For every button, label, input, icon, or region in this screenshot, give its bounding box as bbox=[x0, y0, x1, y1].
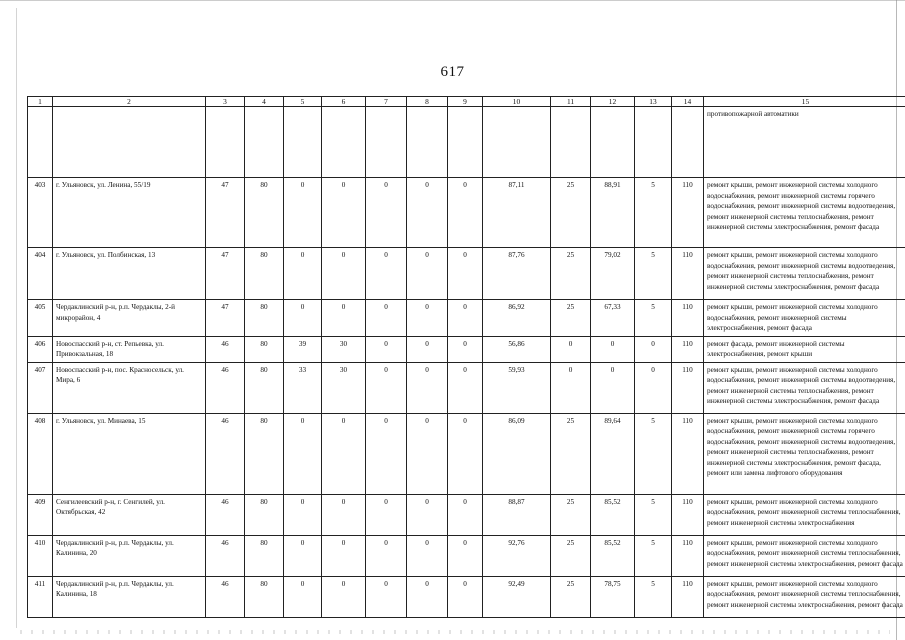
value-cell: 0 bbox=[366, 178, 407, 248]
value-cell: 46 bbox=[206, 336, 245, 362]
value-cell: 0 bbox=[448, 576, 483, 617]
header-cell: 12 bbox=[591, 97, 635, 107]
row-number-cell: 409 bbox=[28, 494, 53, 535]
value-cell: 0 bbox=[448, 248, 483, 300]
value-cell: 0 bbox=[284, 248, 322, 300]
value-cell: 0 bbox=[322, 413, 366, 494]
value-cell: 56,86 bbox=[483, 336, 551, 362]
value-cell: 0 bbox=[284, 494, 322, 535]
value-cell: 86,09 bbox=[483, 413, 551, 494]
value-cell: 87,76 bbox=[483, 248, 551, 300]
value-cell: 0 bbox=[407, 178, 448, 248]
value-cell: 46 bbox=[206, 413, 245, 494]
address-cell: Чердаклинский р-н, р.п. Чердаклы, ул. Калинина, 18 bbox=[53, 576, 206, 617]
header-cell: 8 bbox=[407, 97, 448, 107]
value-cell: 25 bbox=[551, 413, 591, 494]
header-cell: 13 bbox=[635, 97, 672, 107]
value-cell: 80 bbox=[245, 362, 284, 413]
value-cell: 110 bbox=[672, 178, 704, 248]
value-cell: 0 bbox=[284, 535, 322, 576]
value-cell: 0 bbox=[551, 362, 591, 413]
row-number-cell: 408 bbox=[28, 413, 53, 494]
value-cell: 0 bbox=[322, 178, 366, 248]
value-cell: 88,87 bbox=[483, 494, 551, 535]
row-number-cell: 411 bbox=[28, 576, 53, 617]
address-cell: Сенгилеевский р-н, г. Сенгилей, ул. Октябрьская, 42 bbox=[53, 494, 206, 535]
table-row bbox=[28, 336, 905, 362]
value-cell: 87,11 bbox=[483, 178, 551, 248]
value-cell: 80 bbox=[245, 336, 284, 362]
value-cell: 25 bbox=[551, 178, 591, 248]
value-cell: 0 bbox=[407, 362, 448, 413]
value-cell: 5 bbox=[635, 535, 672, 576]
work-description-cell: ремонт крыши, ремонт инженерной системы холодного водоснабжения, ремонт инженерной системы теплоснабжения, ремонт инженерной системы электроснабжения bbox=[704, 494, 905, 535]
page-number: 617 bbox=[440, 64, 465, 80]
value-cell: 80 bbox=[245, 413, 284, 494]
row-number-cell: 406 bbox=[28, 336, 53, 362]
value-cell: 0 bbox=[407, 248, 448, 300]
table-cell bbox=[672, 107, 704, 178]
value-cell: 0 bbox=[284, 413, 322, 494]
value-cell: 46 bbox=[206, 362, 245, 413]
header-cell: 9 bbox=[448, 97, 483, 107]
header-cell: 6 bbox=[322, 97, 366, 107]
value-cell: 85,52 bbox=[591, 494, 635, 535]
value-cell: 0 bbox=[448, 494, 483, 535]
table-row bbox=[28, 494, 905, 535]
address-cell: г. Ульяновск, ул. Полбинская, 13 bbox=[53, 248, 206, 300]
work-description-cell: ремонт крыши, ремонт инженерной системы холодного водоснабжения, ремонт инженерной системы водоотведения, ремонт инженерной системы теплоснабжения, ремонт инженерной системы электроснабжения, ремонт фасада bbox=[704, 248, 905, 300]
header-cell: 10 bbox=[483, 97, 551, 107]
table-row bbox=[28, 576, 905, 617]
value-cell: 5 bbox=[635, 300, 672, 337]
value-cell: 0 bbox=[407, 535, 448, 576]
table-cell bbox=[245, 107, 284, 178]
value-cell: 0 bbox=[366, 300, 407, 337]
value-cell: 0 bbox=[407, 576, 448, 617]
value-cell: 46 bbox=[206, 535, 245, 576]
value-cell: 0 bbox=[551, 336, 591, 362]
value-cell: 80 bbox=[245, 576, 284, 617]
value-cell: 0 bbox=[284, 178, 322, 248]
value-cell: 5 bbox=[635, 178, 672, 248]
address-cell: Чердаклинский р-н, р.п. Чердаклы, 2-й микрорайон, 4 bbox=[53, 300, 206, 337]
value-cell: 5 bbox=[635, 576, 672, 617]
value-cell: 5 bbox=[635, 494, 672, 535]
value-cell: 0 bbox=[448, 178, 483, 248]
value-cell: 0 bbox=[322, 535, 366, 576]
value-cell: 25 bbox=[551, 576, 591, 617]
value-cell: 110 bbox=[672, 494, 704, 535]
row-number-cell: 404 bbox=[28, 248, 53, 300]
value-cell: 79,02 bbox=[591, 248, 635, 300]
value-cell: 5 bbox=[635, 248, 672, 300]
table-row bbox=[28, 413, 905, 494]
value-cell: 78,75 bbox=[591, 576, 635, 617]
value-cell: 30 bbox=[322, 362, 366, 413]
table-row bbox=[28, 362, 905, 413]
row-number-cell: 410 bbox=[28, 535, 53, 576]
work-description-cell: ремонт крыши, ремонт инженерной системы холодного водоснабжения, ремонт инженерной системы теплоснабжения, ремонт инженерной системы электроснабжения, ремонт фасада bbox=[704, 576, 905, 617]
value-cell: 0 bbox=[407, 336, 448, 362]
table-cell bbox=[448, 107, 483, 178]
table-row bbox=[28, 535, 905, 576]
table-row bbox=[28, 300, 905, 337]
value-cell: 92,76 bbox=[483, 535, 551, 576]
table-row bbox=[28, 178, 905, 248]
value-cell: 30 bbox=[322, 336, 366, 362]
value-cell: 0 bbox=[284, 300, 322, 337]
header-cell: 1 bbox=[28, 97, 53, 107]
header-cell: 5 bbox=[284, 97, 322, 107]
header-row bbox=[28, 97, 905, 107]
continuation-row bbox=[28, 107, 905, 178]
value-cell: 0 bbox=[366, 362, 407, 413]
address-cell: г. Ульяновск, ул. Ленина, 55/19 bbox=[53, 178, 206, 248]
value-cell: 80 bbox=[245, 300, 284, 337]
value-cell: 80 bbox=[245, 494, 284, 535]
value-cell: 47 bbox=[206, 248, 245, 300]
header-cell: 2 bbox=[53, 97, 206, 107]
value-cell: 46 bbox=[206, 576, 245, 617]
work-description-cell: ремонт крыши, ремонт инженерной системы холодного водоснабжения, ремонт инженерной системы теплоснабжения, ремонт инженерной системы электроснабжения, ремонт фасада bbox=[704, 535, 905, 576]
value-cell: 0 bbox=[322, 576, 366, 617]
value-cell: 5 bbox=[635, 413, 672, 494]
work-description-cell: ремонт крыши, ремонт инженерной системы холодного водоснабжения, ремонт инженерной системы электроснабжения, ремонт фасада bbox=[704, 300, 905, 337]
value-cell: 110 bbox=[672, 535, 704, 576]
value-cell: 110 bbox=[672, 248, 704, 300]
header-cell: 14 bbox=[672, 97, 704, 107]
value-cell: 33 bbox=[284, 362, 322, 413]
value-cell: 0 bbox=[635, 362, 672, 413]
work-description-cell: ремонт крыши, ремонт инженерной системы холодного водоснабжения, ремонт инженерной системы горячего водоснабжения, ремонт инженерной системы водоотведения, ремонт инженерной системы теплоснабжения, ремонт инженерной системы электроснабжения, ремонт фасада, ремонт или замена лифтового оборудования bbox=[704, 413, 905, 494]
address-cell: г. Ульяновск, ул. Минаева, 15 bbox=[53, 413, 206, 494]
value-cell: 0 bbox=[366, 494, 407, 535]
value-cell: 0 bbox=[448, 413, 483, 494]
value-cell: 47 bbox=[206, 178, 245, 248]
row-number-cell: 405 bbox=[28, 300, 53, 337]
address-cell: Чердаклинский р-н, р.п. Чердаклы, ул. Калинина, 20 bbox=[53, 535, 206, 576]
table-cell bbox=[322, 107, 366, 178]
value-cell: 110 bbox=[672, 576, 704, 617]
value-cell: 0 bbox=[448, 535, 483, 576]
table-cell bbox=[635, 107, 672, 178]
value-cell: 0 bbox=[366, 413, 407, 494]
row-number-cell: 407 bbox=[28, 362, 53, 413]
value-cell: 46 bbox=[206, 494, 245, 535]
value-cell: 0 bbox=[448, 362, 483, 413]
table-cell bbox=[28, 107, 53, 178]
scan-edge-top bbox=[0, 0, 905, 1]
value-cell: 25 bbox=[551, 300, 591, 337]
value-cell: 0 bbox=[366, 336, 407, 362]
value-cell: 0 bbox=[448, 336, 483, 362]
value-cell: 25 bbox=[551, 248, 591, 300]
header-cell: 3 bbox=[206, 97, 245, 107]
value-cell: 0 bbox=[591, 336, 635, 362]
value-cell: 59,93 bbox=[483, 362, 551, 413]
table-cell bbox=[53, 107, 206, 178]
value-cell: 0 bbox=[591, 362, 635, 413]
value-cell: 67,33 bbox=[591, 300, 635, 337]
scan-noise bbox=[20, 630, 890, 634]
value-cell: 80 bbox=[245, 248, 284, 300]
value-cell: 0 bbox=[284, 576, 322, 617]
value-cell: 0 bbox=[322, 494, 366, 535]
work-description-cell: ремонт крыши, ремонт инженерной системы холодного водоснабжения, ремонт инженерной системы водоотведения, ремонт инженерной системы теплоснабжения, ремонт инженерной системы электроснабжения, ремонт фасада bbox=[704, 362, 905, 413]
value-cell: 0 bbox=[366, 535, 407, 576]
value-cell: 86,92 bbox=[483, 300, 551, 337]
value-cell: 110 bbox=[672, 336, 704, 362]
header-cell: 4 bbox=[245, 97, 284, 107]
value-cell: 88,91 bbox=[591, 178, 635, 248]
table-cell bbox=[206, 107, 245, 178]
header-cell: 7 bbox=[366, 97, 407, 107]
value-cell: 0 bbox=[407, 494, 448, 535]
work-description-cell: ремонт фасада, ремонт инженерной системы электроснабжения, ремонт крыши bbox=[704, 336, 905, 362]
scan-edge-left bbox=[16, 8, 17, 628]
value-cell: 0 bbox=[366, 576, 407, 617]
value-cell: 0 bbox=[322, 300, 366, 337]
value-cell: 110 bbox=[672, 362, 704, 413]
value-cell: 110 bbox=[672, 300, 704, 337]
row-number-cell: 403 bbox=[28, 178, 53, 248]
value-cell: 0 bbox=[635, 336, 672, 362]
value-cell: 0 bbox=[322, 248, 366, 300]
value-cell: 110 bbox=[672, 413, 704, 494]
header-cell: 15 bbox=[704, 97, 905, 107]
value-cell: 47 bbox=[206, 300, 245, 337]
address-cell: Новоспасский р-н, ст. Репьевка, ул. Привокзальная, 18 bbox=[53, 336, 206, 362]
value-cell: 0 bbox=[407, 300, 448, 337]
work-description-cell: ремонт крыши, ремонт инженерной системы холодного водоснабжения, ремонт инженерной системы горячего водоснабжения, ремонт инженерной системы водоотведения, ремонт инженерной системы теплоснабжения, ремонт инженерной системы электроснабжения, ремонт фасада bbox=[704, 178, 905, 248]
value-cell: 89,64 bbox=[591, 413, 635, 494]
address-cell: Новоспасский р-н, пос. Красносельск, ул. Мира, 6 bbox=[53, 362, 206, 413]
table-cell bbox=[284, 107, 322, 178]
value-cell: 0 bbox=[407, 413, 448, 494]
value-cell: 92,49 bbox=[483, 576, 551, 617]
value-cell: 85,52 bbox=[591, 535, 635, 576]
value-cell: 0 bbox=[366, 248, 407, 300]
data-table bbox=[27, 96, 905, 618]
table-cell bbox=[366, 107, 407, 178]
value-cell: 25 bbox=[551, 494, 591, 535]
value-cell: 25 bbox=[551, 535, 591, 576]
table-cell bbox=[483, 107, 551, 178]
value-cell: 39 bbox=[284, 336, 322, 362]
header-cell: 11 bbox=[551, 97, 591, 107]
value-cell: 0 bbox=[448, 300, 483, 337]
value-cell: 80 bbox=[245, 178, 284, 248]
table-cell bbox=[407, 107, 448, 178]
work-description-cell: противопожарной автоматики bbox=[704, 107, 905, 178]
table-cell bbox=[551, 107, 591, 178]
table-cell bbox=[591, 107, 635, 178]
value-cell: 80 bbox=[245, 535, 284, 576]
table-row bbox=[28, 248, 905, 300]
